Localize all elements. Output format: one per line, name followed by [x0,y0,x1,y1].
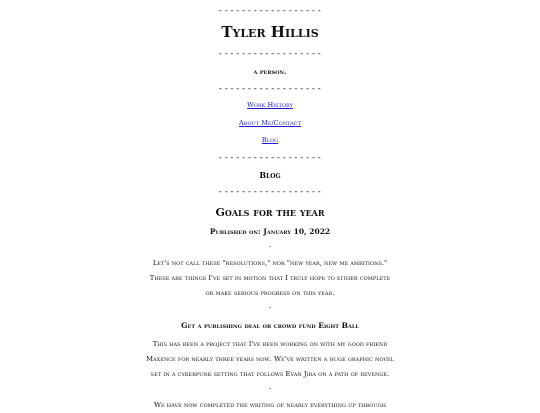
post-intro-paragraph [0,256,540,301]
post-intro-line: These are things I've set in motion that I truly hope to either complete [149,274,391,282]
header-rule-2: ------------------ [217,49,323,59]
goal-line: This has been a project that I've been working on with my good friend [152,340,388,348]
post-intro-line: Let's not call these "resolutions," nor "new year, new me ambitions." [152,259,388,267]
post-title: Goals for the year [215,206,325,219]
post-cutoff-line: We have now completed the writing of nearly everything up through [154,401,386,409]
goal-paragraph [0,337,540,382]
header-rule-3: ------------------ [217,84,323,94]
nav-blog-link[interactable]: Blog [261,136,279,144]
post-intro-line: or make serious progress on this year. [205,289,335,297]
site-tagline: a person. [253,67,287,76]
section-rule: ------------------ [217,187,323,197]
section-title: Blog [259,170,281,180]
goal-line: set in a cyberpunk setting that follows Evan Jira on a path of revenge. [150,370,390,378]
site-title: Tyler Hillis [221,23,319,41]
goal-line: Maxence for nearly three years now. We've written a huge graphic novel [146,355,394,363]
post-divider: - [268,243,272,251]
post-divider: - [268,385,272,393]
post-published-date: Published on: January 10, 2022 [209,227,331,236]
nav-work-history-link[interactable]: Work History [247,101,293,109]
nav-rule: ------------------ [217,153,323,163]
header-rule-top: ------------------ [217,6,323,16]
post-divider: - [268,304,272,312]
nav-about-contact-link[interactable]: About Me/Contact [239,119,301,127]
goal-heading: Get a publishing deal or crowd fund Eight Ball [181,321,359,330]
